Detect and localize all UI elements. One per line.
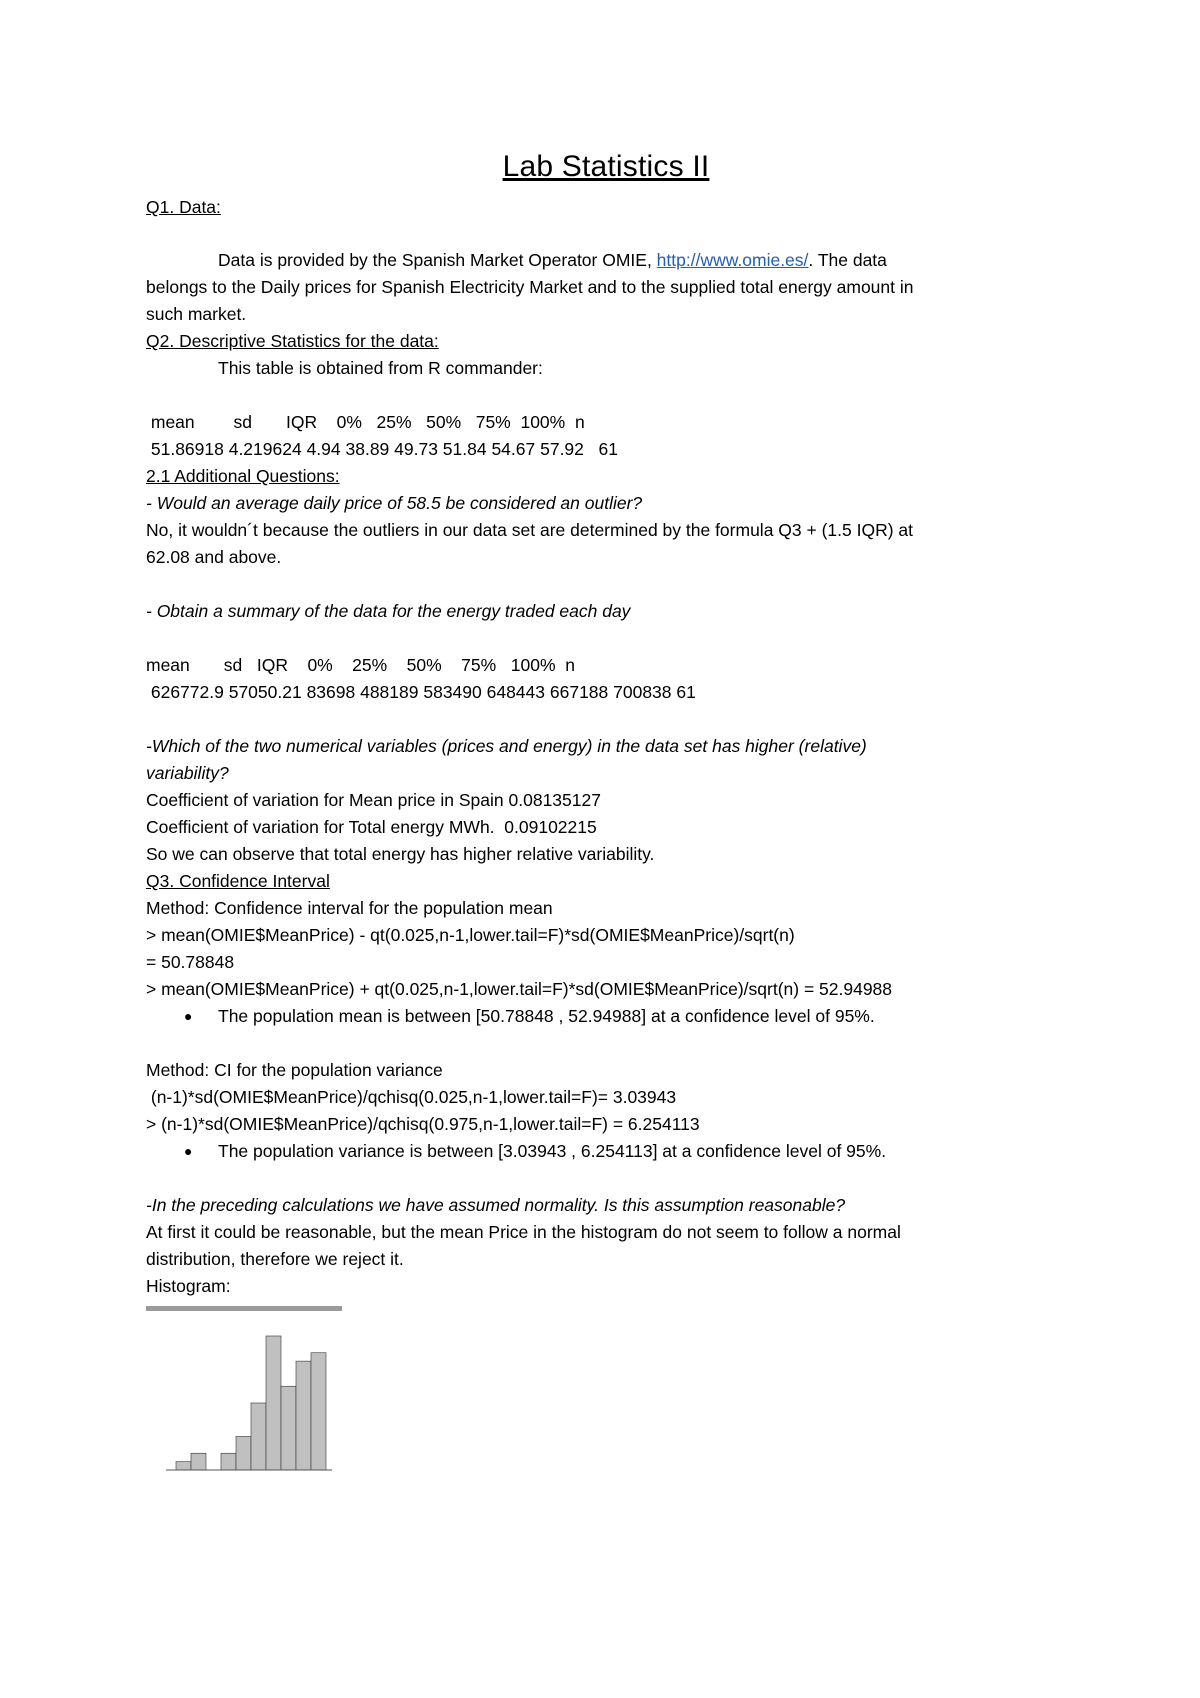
histogram-bar <box>266 1336 281 1470</box>
histogram-bar <box>296 1361 311 1470</box>
cv-price: Coefficient of variation for Mean price in Spain 0.08135127 <box>146 790 601 810</box>
energy-table-header: mean sd IQR 0% 25% 50% 75% 100% n <box>146 655 575 675</box>
q3-heading: Q3. Confidence Interval <box>146 871 330 891</box>
price-table-header: mean sd IQR 0% 25% 50% 75% 100% n <box>146 412 585 432</box>
q2-heading: Q2. Descriptive Statistics for the data: <box>146 331 439 351</box>
q1-heading: Q1. Data: <box>146 197 221 217</box>
histogram-bar <box>221 1453 236 1470</box>
omie-link[interactable]: http://www.omie.es/ <box>656 250 809 270</box>
variance-upper-formula: > (n-1)*sd(OMIE$MeanPrice)/qchisq(0.975,n-1,lower.tail=F) = 6.254113 <box>146 1114 700 1134</box>
q1-paragraph-line1 <box>218 249 887 271</box>
histogram-bar <box>191 1453 206 1470</box>
mean-ci-statement: The population mean is between [50.78848 , 52.94988] at a confidence level of 95%. <box>218 1006 875 1026</box>
mean-lower-formula: > mean(OMIE$MeanPrice) - qt(0.025,n-1,lower.tail=F)*sd(OMIE$MeanPrice)/sqrt(n) <box>146 925 795 945</box>
question-energy-summary: - Obtain a summary of the data for the energy traded each day <box>146 601 631 621</box>
question-outlier: - Would an average daily price of 58.5 be considered an outlier? <box>146 493 643 513</box>
answer-outlier-line1: No, it wouldn´t because the outliers in our data set are determined by the formula Q3 + (1.5 IQR) at <box>146 520 913 540</box>
variance-ci-statement: The population variance is between [3.03943 , 6.254113] at a confidence level of 95%. <box>218 1141 887 1161</box>
document-title: Lab Statistics II <box>502 150 710 183</box>
normality-answer-line1: At first it could be reasonable, but the mean Price in the histogram do not seem to follow a normal <box>146 1222 901 1242</box>
histogram-bar <box>251 1403 266 1470</box>
price-table-values: 51.86918 4.219624 4.94 38.89 49.73 51.84 54.67 57.92 61 <box>146 439 618 459</box>
normality-answer-line2: distribution, therefore we reject it. <box>146 1249 404 1269</box>
q1-text-a: Data is provided by the Spanish Market Operator OMIE, <box>218 250 657 270</box>
q21-heading: 2.1 Additional Questions: <box>146 466 340 486</box>
histogram-bar <box>236 1437 251 1471</box>
q1-paragraph-line3: such market. <box>146 304 247 324</box>
variability-conclusion: So we can observe that total energy has higher relative variability. <box>146 844 655 864</box>
histogram-bar <box>176 1462 191 1470</box>
histogram-bar <box>281 1386 296 1470</box>
mean-lower-result: = 50.78848 <box>146 952 235 972</box>
histogram-bar <box>311 1353 326 1470</box>
energy-table-values: 626772.9 57050.21 83698 488189 583490 648443 667188 700838 61 <box>146 682 696 702</box>
method-mean: Method: Confidence interval for the population mean <box>146 898 553 918</box>
histogram-label: Histogram: <box>146 1276 231 1296</box>
question-variability-line2: variability? <box>146 763 229 783</box>
histogram-bars <box>176 1336 326 1470</box>
normality-question: -In the preceding calculations we have assumed normality. Is this assumption reasonable? <box>146 1195 846 1215</box>
q1-text-b: . The data <box>808 250 887 270</box>
bullet-icon: ● <box>184 1008 193 1024</box>
mean-upper-formula: > mean(OMIE$MeanPrice) + qt(0.025,n-1,lower.tail=F)*sd(OMIE$MeanPrice)/sqrt(n) = 52.94988 <box>146 979 893 999</box>
q2-intro: This table is obtained from R commander: <box>218 358 543 378</box>
histogram-window-bar <box>146 1306 342 1311</box>
q1-paragraph-line2: belongs to the Daily prices for Spanish Electricity Market and to the supplied total energy amount in <box>146 277 914 297</box>
question-variability-line1: -Which of the two numerical variables (prices and energy) in the data set has higher (relative) <box>146 736 867 756</box>
bullet-icon: ● <box>184 1143 193 1159</box>
histogram-image <box>146 1306 346 1516</box>
variance-lower-formula: (n-1)*sd(OMIE$MeanPrice)/qchisq(0.025,n-1,lower.tail=F)= 3.03943 <box>146 1087 677 1107</box>
method-variance: Method: CI for the population variance <box>146 1060 443 1080</box>
answer-outlier-line2: 62.08 and above. <box>146 547 282 567</box>
cv-energy: Coefficient of variation for Total energy MWh. 0.09102215 <box>146 817 597 837</box>
